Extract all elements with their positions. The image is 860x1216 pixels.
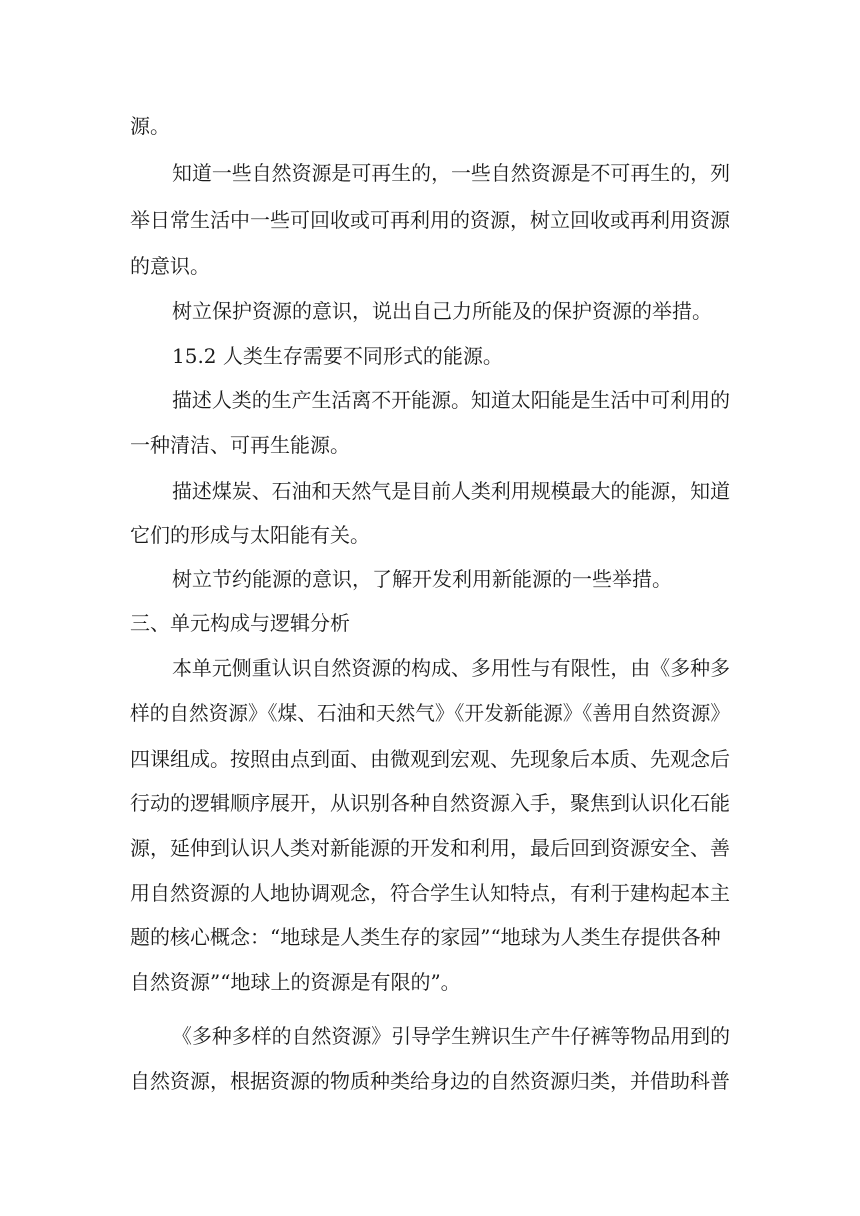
paragraph-first-line: 描述煤炭、石油和天然气是目前人类利用规模最大的能源，知道 (172, 479, 730, 503)
text-line: 题的核心概念：“地球是人类生存的家园”“地球为人类生存提供各种 (130, 925, 721, 949)
text-line: 源，延伸到认识人类对新能源的开发和利用，最后回到资源安全、善 (130, 836, 730, 860)
section-heading: 15.2 人类生存需要不同形式的能源。 (172, 344, 503, 368)
section-heading: 三、单元构成与逻辑分析 (130, 611, 350, 635)
paragraph-first-line: 描述人类的生产生活离不开能源。知道太阳能是生活中可利用的 (172, 388, 730, 412)
paragraph-first-line: 《多种多样的自然资源》引导学生辨识生产牛仔裤等物品用到的 (172, 1024, 730, 1048)
text-line: 的意识。 (130, 254, 210, 278)
text-line: 它们的形成与太阳能有关。 (130, 523, 370, 547)
paragraph-first-line: 本单元侧重认识自然资源的构成、多用性与有限性，由《多种多 (172, 656, 730, 680)
text-line: 四课组成。按照由点到面、由微观到宏观、先现象后本质、先观念后 (130, 747, 730, 771)
text-line: 自然资源”“地球上的资源是有限的”。 (130, 970, 461, 994)
text-line: 用自然资源的人地协调观念，符合学生认知特点，有利于建构起本主 (130, 881, 730, 905)
text-line: 源。 (130, 114, 170, 138)
text-line: 自然资源，根据资源的物质种类给身边的自然资源归类，并借助科普 (130, 1069, 730, 1093)
text-line: 一种清洁、可再生能源。 (130, 433, 350, 457)
paragraph-first-line: 知道一些自然资源是可再生的，一些自然资源是不可再生的，列 (172, 161, 730, 185)
text-line: 举日常生活中一些可回收或可再利用的资源，树立回收或再利用资源 (130, 208, 730, 232)
paragraph-first-line: 树立保护资源的意识，说出自己力所能及的保护资源的举措。 (172, 299, 712, 323)
text-line: 样的自然资源》《煤、石油和天然气》《开发新能源》《善用自然资源》 (130, 701, 730, 725)
paragraph-first-line: 树立节约能源的意识，了解开发利用新能源的一些举措。 (172, 567, 672, 591)
text-line: 行动的逻辑顺序展开，从识别各种自然资源入手，聚焦到认识化石能 (130, 791, 730, 815)
